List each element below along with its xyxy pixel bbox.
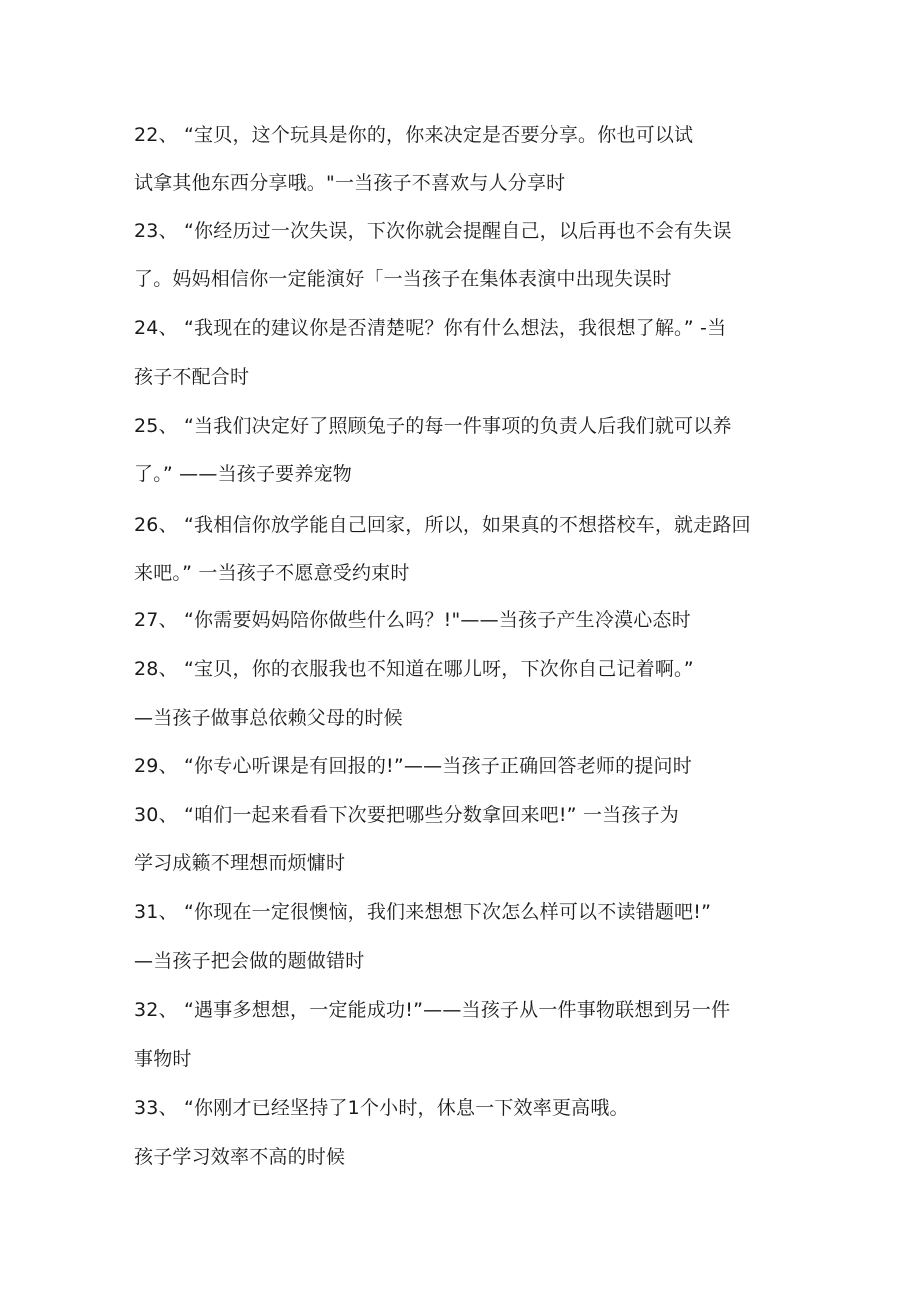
- text-line: 29、 “你专心听课是有回报的!”——当孩子正确回答老师的提问时: [134, 755, 692, 777]
- text-line: 事物时: [134, 1048, 192, 1070]
- text-line: 24、 “我现在的建议你是否清楚呢？你有什么想法，我很想了解。” -当: [134, 317, 727, 339]
- text-line: 25、 “当我们决定好了照顾兔子的每一件事项的负责人后我们就可以养: [134, 415, 732, 437]
- text-line: —当孩子把会做的题做错时: [134, 950, 365, 972]
- text-line: 23、 “你经历过一次失误，下次你就会提醒自己，以后再也不会有失误: [134, 220, 732, 242]
- text-line: 26、 “我相信你放学能自己回家，所以，如果真的不想搭校车，就走路回: [134, 514, 751, 536]
- text-line: 27、 “你需要妈妈陪你做些什么吗？!"——当孩子产生冷漠心态时: [134, 609, 691, 631]
- text-line: 来吧。” 一当孩子不愿意受约束时: [134, 562, 410, 584]
- text-line: 孩子学习效率不高的时候: [134, 1146, 346, 1168]
- text-line: 了。妈妈相信你一定能演好「一当孩子在集体表演中出现失误时: [134, 268, 672, 290]
- text-line: 30、 “咱们一起来看看下次要把哪些分数拿回来吧!” 一当孩子为: [134, 804, 679, 826]
- text-line: 试拿其他东西分享哦。"一当孩子不喜欢与人分享时: [134, 172, 566, 194]
- text-line: 22、 “宝贝，这个玩具是你的，你来决定是否要分享。你也可以试: [134, 124, 694, 146]
- text-line: 孩子不配合时: [134, 366, 250, 388]
- text-line: 32、 “遇事多想想，一定能成功!”——当孩子从一件事物联想到另一件: [134, 999, 731, 1021]
- text-line: 31、 “你现在一定很懊恼，我们来想想下次怎么样可以不读错题吧!”: [134, 901, 712, 923]
- text-line: 学习成籁不理想而烦慵时: [134, 852, 346, 874]
- text-line: —当孩子做事总依赖父母的时候: [134, 707, 403, 729]
- text-line: 28、 “宝贝，你的衣服我也不知道在哪儿呀，下次你自己记着啊。”: [134, 658, 694, 680]
- text-line: 33、 “你刚才已经坚持了1个小时，休息一下效率更高哦。: [134, 1097, 629, 1119]
- text-line: 了。” ——当孩子要养宠物: [134, 463, 352, 485]
